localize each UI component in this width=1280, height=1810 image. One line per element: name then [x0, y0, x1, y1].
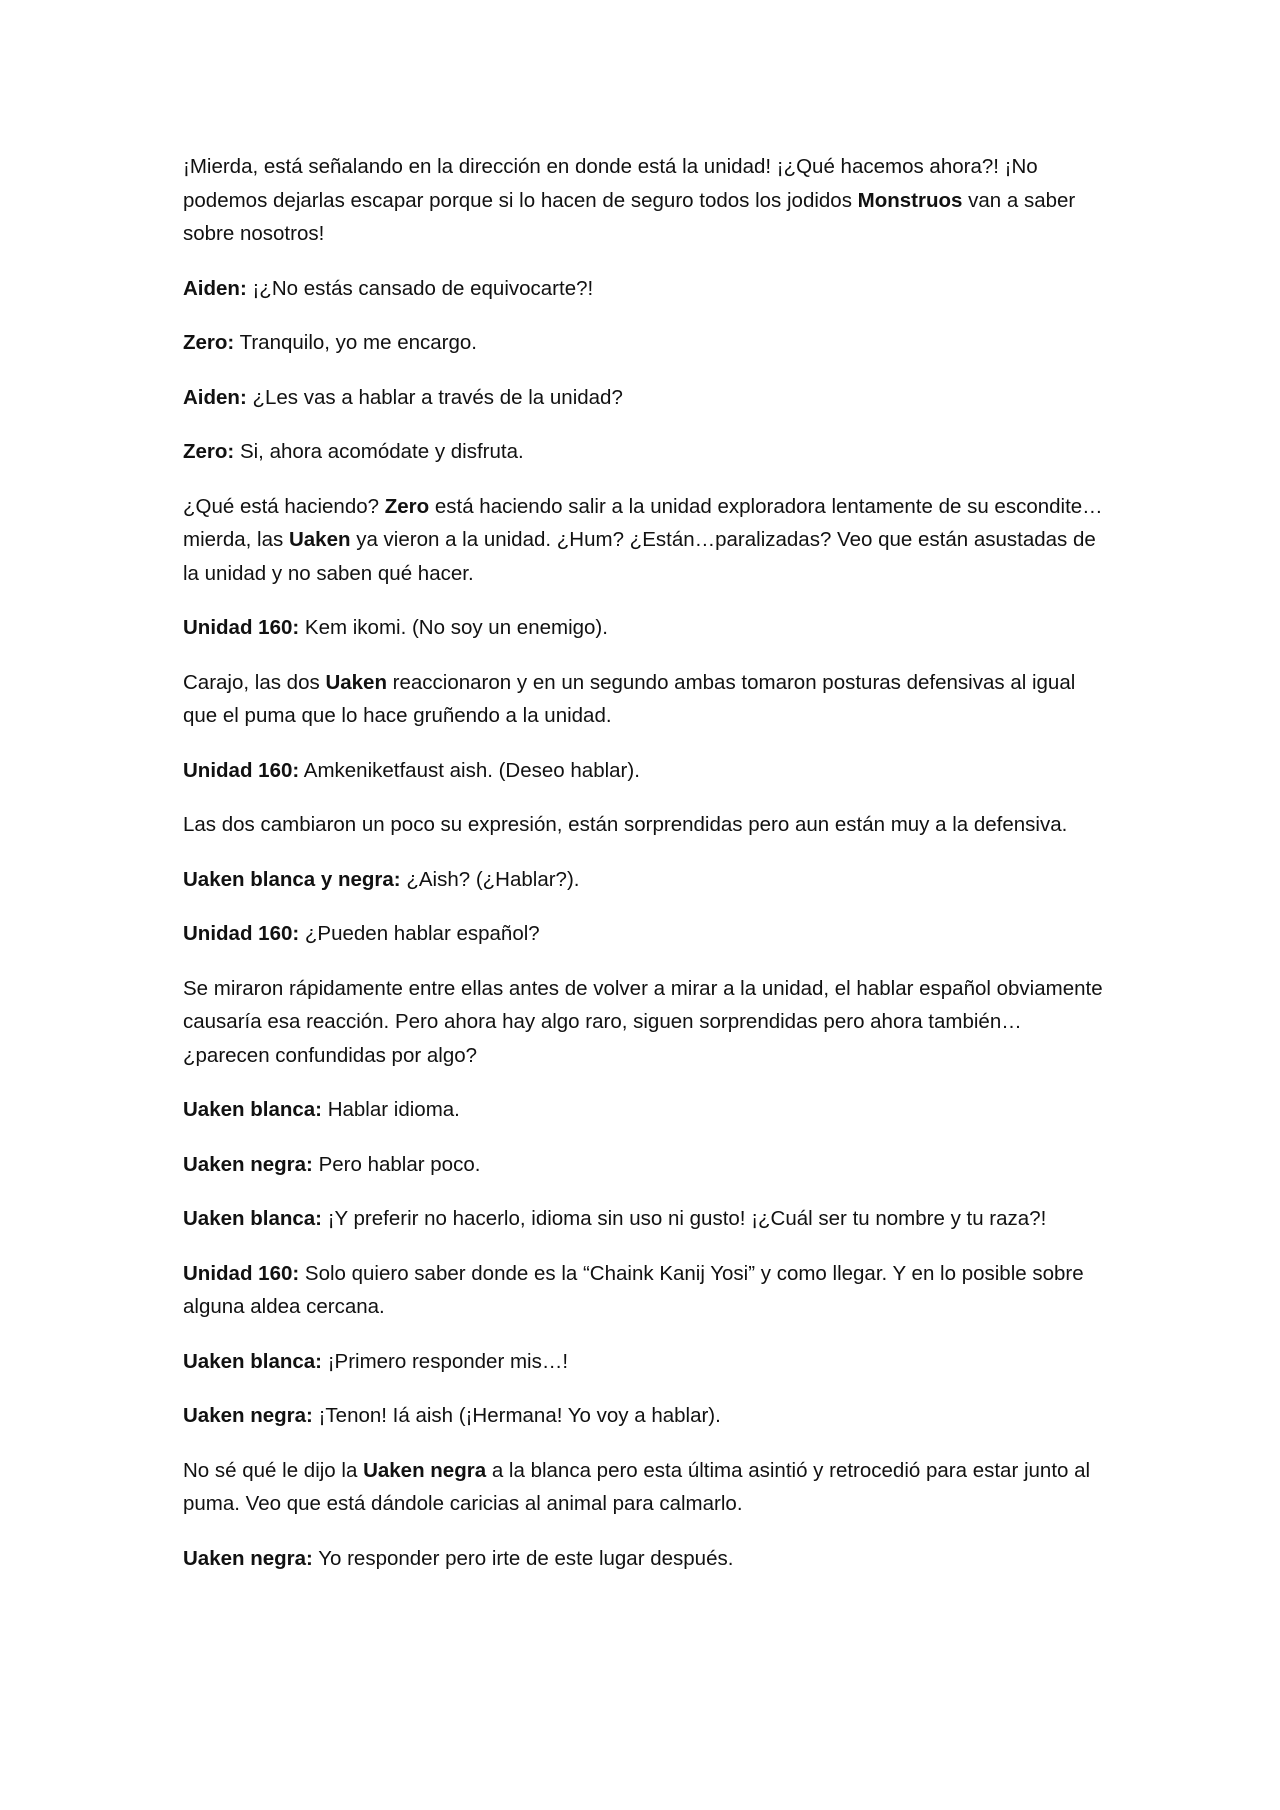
- bold-text: Unidad 160:: [183, 758, 300, 782]
- bold-text: Uaken negra:: [183, 1404, 313, 1427]
- paragraph-text: ¡Y preferir no hacerlo, idioma sin uso ni gusto! ¡¿Cuál ser tu nombre y tu raza?!: [322, 1207, 1047, 1230]
- paragraph: [183, 863, 1103, 897]
- paragraph-text: ¡¿No estás cansado de equivocarte?!: [246, 276, 594, 300]
- paragraph-text: Pero hablar poco.: [312, 1152, 481, 1176]
- paragraph-text: ¡Mierda, está señalando en la dirección en donde está la unidad! ¡¿Qué hacemos ahora?! ¡No podemos dejarlas escapar porque si lo hacen de seguro todos los jodidos: [183, 155, 1038, 212]
- paragraph: [183, 917, 1103, 951]
- paragraph-text: ¿Qué está haciendo?: [183, 494, 385, 518]
- paragraph-text: Solo quiero saber donde es la “Chaink Kanij Yosi” y como llegar. Y en lo posible sobre alguna aldea cercana.: [183, 1261, 1084, 1318]
- paragraph-text: ¡Primero responder mis…!: [322, 1349, 569, 1373]
- bold-text: Uaken negra:: [183, 1546, 313, 1570]
- bold-text: Uaken blanca:: [183, 1349, 322, 1373]
- paragraph: [183, 326, 1103, 360]
- paragraph-text: ya vieron a la unidad. ¿Hum? ¿Están…paralizadas? Veo que están asustadas de la unidad y no saben qué hacer.: [183, 528, 1096, 585]
- paragraph: [183, 150, 1103, 251]
- bold-text: Unidad 160:: [183, 922, 300, 945]
- paragraph-text: Tranquilo, yo me encargo.: [234, 331, 477, 354]
- paragraph: [183, 1454, 1103, 1521]
- bold-text: Monstruos: [857, 188, 963, 212]
- bold-text: Uaken: [288, 528, 351, 551]
- paragraph: [183, 1257, 1103, 1324]
- paragraph: [183, 611, 1103, 645]
- paragraph-text: Amkeniketfaust aish. (Deseo hablar).: [299, 758, 640, 782]
- bold-text: Unidad 160:: [183, 1261, 300, 1285]
- paragraph: [183, 808, 1103, 842]
- document-page: [183, 150, 1103, 1596]
- paragraph-text: Si, ahora acomódate y disfruta.: [234, 440, 524, 463]
- paragraph-text: van a saber sobre nosotros!: [183, 188, 1076, 245]
- paragraph-text: a la blanca pero esta última asintió y retrocedió para estar junto al puma. Veo que está dándole caricias al animal para calmarlo.: [183, 1458, 1091, 1515]
- paragraph-text: ¿Les vas a hablar a través de la unidad?: [246, 385, 623, 409]
- paragraph: [183, 972, 1103, 1073]
- paragraph: [183, 381, 1103, 415]
- paragraph-text: Las dos cambiaron un poco su expresión, están sorprendidas pero aun están muy a la defensiva.: [183, 813, 1068, 836]
- paragraph: [183, 1093, 1103, 1127]
- paragraph-text: está haciendo salir a la unidad exploradora lentamente de su escondite…mierda, las: [183, 494, 1103, 551]
- paragraph: [183, 1345, 1103, 1379]
- paragraph-text: reaccionaron y en un segundo ambas tomaron posturas defensivas al igual que el puma que lo hace gruñendo a la unidad.: [183, 670, 1076, 727]
- paragraph: [183, 1148, 1103, 1182]
- paragraph: [183, 1399, 1103, 1433]
- bold-text: Unidad 160:: [183, 616, 300, 639]
- bold-text: Uaken: [325, 670, 387, 694]
- paragraph-text: Hablar idioma.: [322, 1098, 460, 1121]
- paragraph-text: Se miraron rápidamente entre ellas antes de volver a mirar a la unidad, el hablar español obviamente causaría esa reacción. Pero ahora hay algo raro, siguen sorprendidas pero ahora también… ¿parecen confundidas por algo?: [183, 976, 1103, 1067]
- paragraph-text: ¿Aish? (¿Hablar?).: [400, 867, 580, 891]
- document-body: [183, 150, 1103, 1575]
- paragraph: [183, 490, 1103, 591]
- paragraph: [183, 1542, 1103, 1576]
- paragraph: [183, 666, 1103, 733]
- paragraph: [183, 435, 1103, 469]
- bold-text: Zero:: [183, 331, 235, 354]
- paragraph-text: ¿Pueden hablar español?: [299, 922, 540, 945]
- bold-text: Zero:: [183, 440, 235, 463]
- paragraph: [183, 1202, 1103, 1236]
- paragraph-text: Yo responder pero irte de este lugar después.: [312, 1546, 734, 1570]
- paragraph-text: ¡Tenon! Iá aish (¡Hermana! Yo voy a hablar).: [312, 1404, 721, 1427]
- paragraph: [183, 272, 1103, 306]
- bold-text: Zero: [384, 494, 430, 518]
- bold-text: Uaken negra:: [183, 1152, 313, 1176]
- paragraph-text: Kem ikomi. (No soy un enemigo).: [299, 616, 608, 639]
- bold-text: Uaken blanca:: [183, 1098, 322, 1121]
- bold-text: Uaken negra: [363, 1458, 487, 1482]
- paragraph-text: No sé qué le dijo la: [183, 1458, 364, 1482]
- bold-text: Aiden:: [183, 385, 247, 409]
- bold-text: Uaken blanca:: [183, 1207, 322, 1230]
- bold-text: Aiden:: [183, 276, 247, 300]
- bold-text: Uaken blanca y negra:: [183, 867, 401, 891]
- paragraph: [183, 754, 1103, 788]
- paragraph-text: Carajo, las dos: [183, 670, 326, 694]
